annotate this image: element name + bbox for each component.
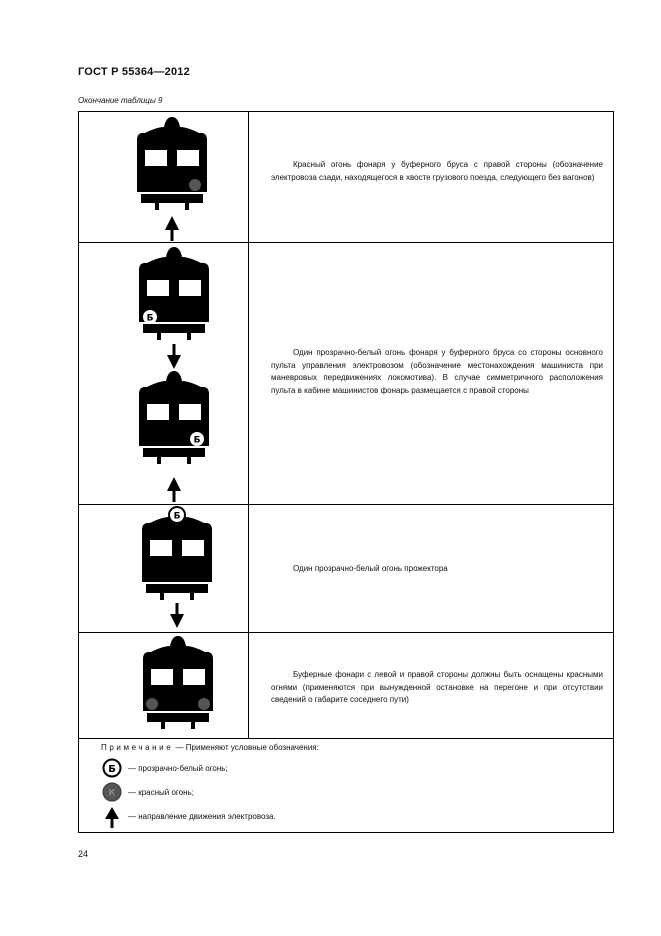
- document-title: ГОСТ Р 55364—2012: [78, 66, 190, 78]
- svg-text:Б: Б: [108, 764, 116, 775]
- locomotive-shunting-illustration: [79, 243, 247, 503]
- locomotive-rear-red-light-illustration: [79, 112, 247, 241]
- svg-text:Б: Б: [146, 313, 154, 324]
- illustration-cell: [79, 633, 249, 738]
- legend-item-direction: [101, 806, 521, 828]
- illustration-cell: [79, 243, 249, 504]
- table-note: [79, 739, 613, 832]
- direction-arrow-icon: [101, 806, 129, 828]
- note-heading: [101, 743, 319, 752]
- illustration-cell: [79, 505, 249, 632]
- illustration-cell: [79, 112, 249, 242]
- row-description: Буферные фонари с левой и правой стороны должны быть оснащены красными огнями (применяются при вынужденной остановке на перегоне и при отсутствии сведений о габарите соседнего пути): [271, 670, 603, 704]
- legend-label: — направление движения электровоза.: [128, 812, 276, 821]
- legend-item-white-light: [101, 758, 521, 780]
- table-row: [79, 633, 613, 739]
- table-row: [79, 112, 613, 243]
- signal-table: [78, 111, 614, 833]
- svg-text:Б: Б: [173, 511, 181, 522]
- red-light-icon: [198, 698, 210, 710]
- svg-text:Б: Б: [193, 435, 201, 446]
- table-caption: Окончание таблицы 9: [78, 96, 163, 105]
- headlight-white-icon: [169, 507, 185, 523]
- note-prefix: Примечание: [101, 743, 174, 752]
- locomotive-icon: [139, 371, 209, 464]
- locomotive-two-red-lights-illustration: [79, 633, 247, 737]
- arrow-up-icon: [167, 477, 181, 502]
- locomotive-icon: [137, 117, 207, 210]
- arrow-down-icon: [167, 344, 181, 369]
- red-light-icon: [146, 698, 158, 710]
- legend-label: — прозрачно-белый огонь;: [128, 764, 228, 773]
- legend-label: — красный огонь;: [128, 788, 194, 797]
- arrow-down-icon: [170, 603, 184, 628]
- white-light-symbol-icon: [101, 758, 129, 780]
- legend-item-red-light: [101, 782, 521, 804]
- row-description: Один прозрачно-белый огонь фонаря у буферного бруса со стороны основного пульта управления электровозом (обозначение местонахождения машиниста при маневровых передвижениях локомотива). В случае симметричного расположения пульта в кабине машинистов фонарь размещается с правой стороны: [271, 348, 603, 395]
- locomotive-headlight-illustration: [79, 505, 247, 631]
- row-description: Красный огонь фонаря у буферного бруса с правой стороны (обозначение электровоза сзади, находящегося в хвосте грузового поезда, следующего без вагонов): [271, 160, 603, 182]
- svg-text:К: К: [108, 788, 116, 799]
- locomotive-icon: [143, 636, 213, 729]
- red-light-symbol-icon: [101, 782, 129, 804]
- red-light-icon: [189, 179, 201, 191]
- locomotive-icon: [139, 247, 209, 340]
- arrow-up-icon: [165, 216, 179, 241]
- page-number: 24: [78, 849, 89, 859]
- row-description: Один прозрачно-белый огонь прожектора: [293, 564, 448, 573]
- table-row: [79, 505, 613, 633]
- table-row: [79, 243, 613, 505]
- note-heading-text: — Применяют условные обозначения:: [173, 743, 319, 752]
